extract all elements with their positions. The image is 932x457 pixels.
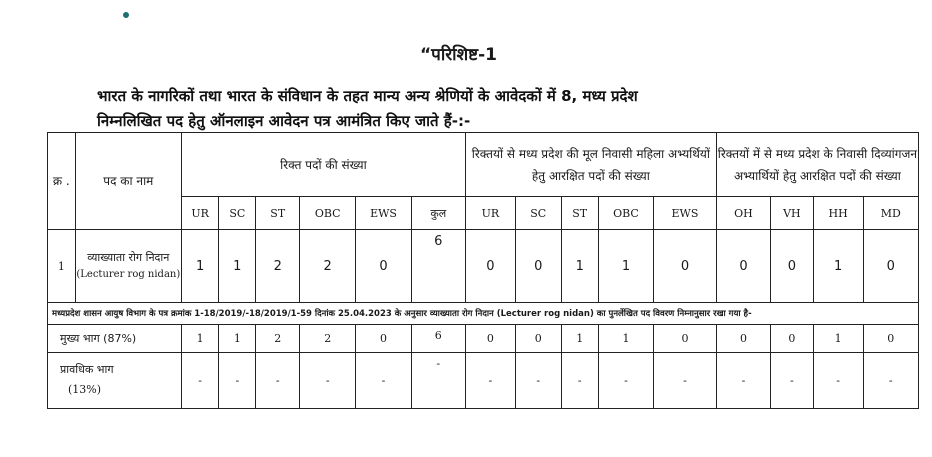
technical-part-label — [48, 353, 182, 409]
row1-divyang-vh: 0 — [771, 230, 814, 303]
technical-part-label-1: प्रावधिक भाग — [60, 362, 114, 376]
tech-women-ews: - — [654, 353, 717, 409]
header-vacancies: रिक्त पदों की संख्या — [181, 133, 465, 197]
vacancy-table — [47, 132, 919, 409]
main-divyang-oh: 0 — [716, 325, 770, 353]
subheader-divyang-md: MD — [863, 197, 918, 230]
row1-post-en: (Lecturer rog nidan) — [76, 269, 181, 280]
page-title: “परिशिष्ट-1 — [420, 45, 497, 65]
intro-line-2: निम्नलिखित पद हेतु ऑनलाइन आवेदन पत्र आमंत्रित किए जाते हैं-:- — [97, 112, 471, 130]
tech-divyang-hh: - — [813, 353, 863, 409]
main-women-ews: 0 — [654, 325, 717, 353]
subheader-vac-ur: UR — [181, 197, 218, 230]
row1-women-st: 1 — [561, 230, 598, 303]
main-women-st: 1 — [561, 325, 598, 353]
row1-vac-st: 2 — [256, 230, 300, 303]
subheader-divyang-vh: VH — [771, 197, 814, 230]
main-vac-obc: 2 — [300, 325, 356, 353]
main-women-ur: 0 — [465, 325, 515, 353]
tech-vac-sc: - — [219, 353, 256, 409]
subheader-women-ur: UR — [465, 197, 515, 230]
subheader-vac-ews: EWS — [356, 197, 411, 230]
tech-divyang-oh: - — [716, 353, 770, 409]
subheader-vac-obc: OBC — [300, 197, 356, 230]
tech-women-sc: - — [515, 353, 561, 409]
main-part-label: मुख्य भाग (87%) — [48, 325, 182, 353]
row1-post-hi: व्याख्याता रोग निदान — [87, 251, 170, 264]
row1-divyang-hh: 1 — [813, 230, 863, 303]
tech-women-ur: - — [465, 353, 515, 409]
subheader-divyang-hh: HH — [813, 197, 863, 230]
row1-vac-ews: 0 — [356, 230, 411, 303]
row1-women-obc: 1 — [598, 230, 653, 303]
decorative-dot — [123, 12, 129, 18]
tech-women-st: - — [561, 353, 598, 409]
subheader-women-sc: SC — [515, 197, 561, 230]
subheader-women-ews: EWS — [654, 197, 717, 230]
tech-vac-obc: - — [300, 353, 356, 409]
row1-women-ur: 0 — [465, 230, 515, 303]
table-row — [48, 325, 919, 353]
tech-vac-st: - — [256, 353, 300, 409]
main-divyang-md: 0 — [863, 325, 918, 353]
row1-vac-obc: 2 — [300, 230, 356, 303]
table-row — [48, 230, 919, 303]
technical-part-label-2: (13%) — [68, 382, 102, 396]
tech-vac-total: - — [411, 353, 465, 409]
tech-vac-ur: - — [181, 353, 218, 409]
table-row — [48, 353, 919, 409]
tech-women-obc: - — [598, 353, 653, 409]
main-women-obc: 1 — [598, 325, 653, 353]
main-divyang-hh: 1 — [813, 325, 863, 353]
main-vac-ews: 0 — [356, 325, 411, 353]
main-vac-st: 2 — [256, 325, 300, 353]
row1-women-ews: 0 — [654, 230, 717, 303]
tech-vac-ews: - — [356, 353, 411, 409]
main-divyang-vh: 0 — [771, 325, 814, 353]
subheader-women-obc: OBC — [598, 197, 653, 230]
row1-serial: 1 — [48, 230, 76, 303]
row1-post-name — [75, 230, 181, 303]
intro-line-1: भारत के नागरिकों तथा भारत के संविधान के तहत मान्य अन्य श्रेणियों के आवेदकों में 8, मध्य प्रदेश — [97, 87, 638, 105]
tech-divyang-vh: - — [771, 353, 814, 409]
main-vac-sc: 1 — [219, 325, 256, 353]
subheader-vac-sc: SC — [219, 197, 256, 230]
row1-women-sc: 0 — [515, 230, 561, 303]
row1-vac-total: 6 — [411, 230, 465, 303]
row1-divyang-oh: 0 — [716, 230, 770, 303]
intro-paragraph — [97, 84, 837, 134]
subheader-women-st: ST — [561, 197, 598, 230]
subheader-divyang-oh: OH — [716, 197, 770, 230]
main-women-sc: 0 — [515, 325, 561, 353]
row1-vac-sc: 1 — [219, 230, 256, 303]
header-divyang-reserved: रिक्तयों में से मध्य प्रदेश के निवासी दिव्यांगजन अभ्यार्थियों हेतु आरक्षित पदों की संख्या — [716, 133, 918, 197]
subheader-vac-st: ST — [256, 197, 300, 230]
main-vac-total: 6 — [411, 325, 465, 353]
main-vac-ur: 1 — [181, 325, 218, 353]
revision-note: मध्यप्रदेश शासन आयुष विभाग के पत्र क्रमांक 1-18/2019/-18/2019/1-59 दिनांक 25.04.2023 के अनुसार व्याख्याता रोग निदान (Lecturer rog nidan) का पुनर्लेखित पद विवरण निम्नानुसार रखा गया है- — [48, 303, 919, 325]
row1-vac-ur: 1 — [181, 230, 218, 303]
tech-divyang-md: - — [863, 353, 918, 409]
header-women-reserved: रिक्तयों से मध्य प्रदेश की मूल निवासी महिला अभ्यर्थियों हेतु आरक्षित पदों की संख्या — [465, 133, 716, 197]
header-serial: क्र . — [48, 133, 76, 230]
header-post-name: पद का नाम — [75, 133, 181, 230]
subheader-vac-total: कुल — [411, 197, 465, 230]
row1-divyang-md: 0 — [863, 230, 918, 303]
